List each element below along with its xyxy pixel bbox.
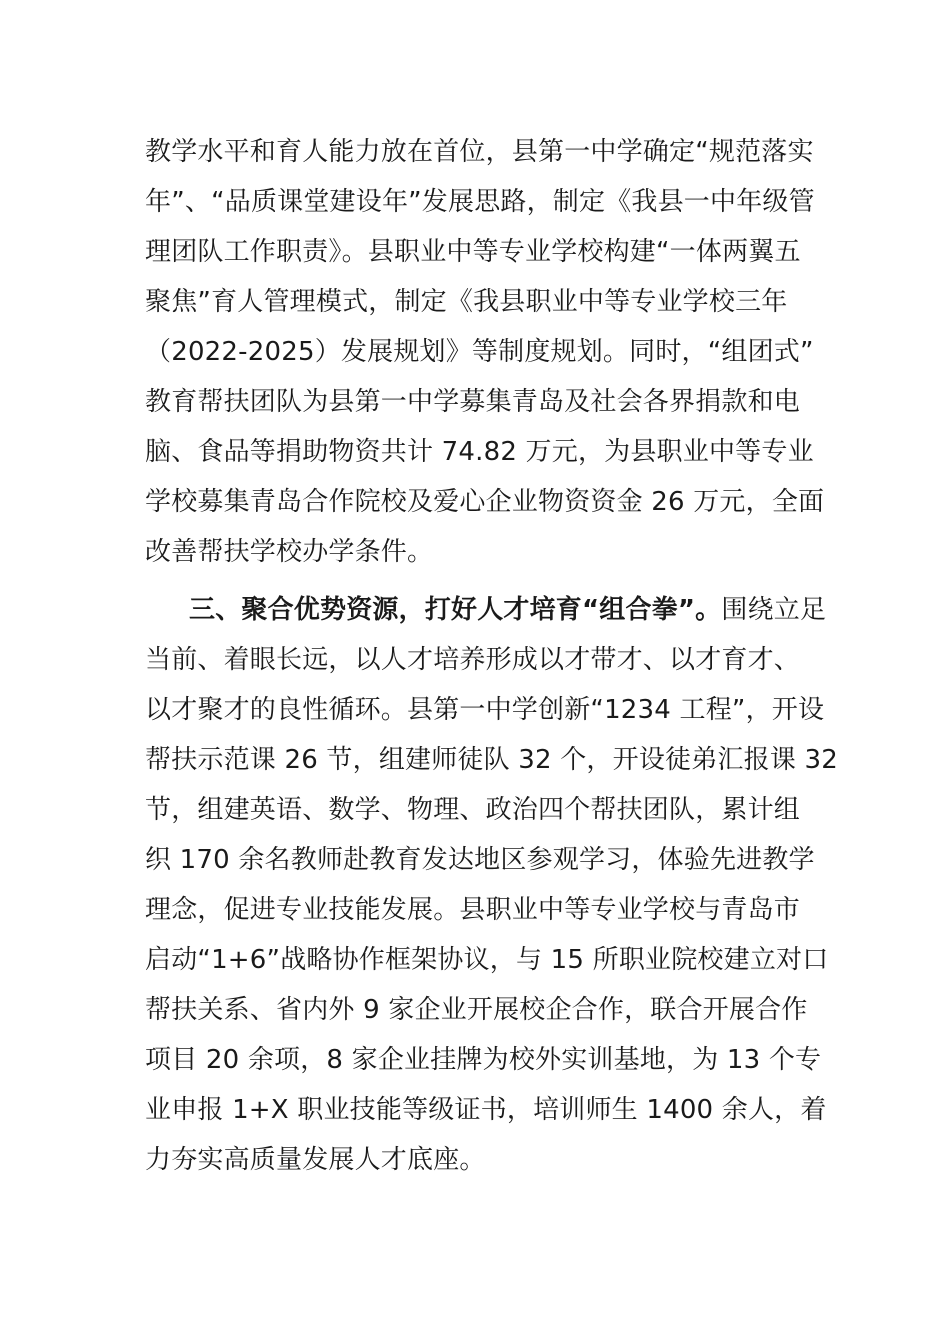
text-line: 改善帮扶学校办学条件。	[145, 537, 434, 567]
text-line: 节，组建英语、数学、物理、政治四个帮扶团队，累计组	[145, 795, 801, 825]
section-first-line	[145, 585, 827, 635]
text-line: 以才聚才的良性循环。县第一中学创新“1234 工程”，开设	[145, 695, 825, 725]
text-line: 织 170 余名教师赴教育发达地区参观学习，体验先进教学	[145, 845, 815, 875]
text-line: 帮扶示范课 26 节，组建师徒队 32 个，开设徒弟汇报课 32	[145, 745, 838, 775]
section-first-line-text: 围绕立足	[721, 595, 827, 625]
text-line: 教育帮扶团队为县第一中学募集青岛及社会各界捐款和电	[145, 387, 801, 417]
text-line: 聚焦”育人管理模式，制定《我县职业中等专业学校三年	[145, 287, 788, 317]
paragraph-continuation	[145, 127, 825, 577]
text-line: 学校募集青岛合作院校及爱心企业物资资金 26 万元，全面	[145, 487, 825, 517]
text-line: 项目 20 余项，8 家企业挂牌为校外实训基地，为 13 个专	[145, 1045, 822, 1075]
text-line: 教学水平和育人能力放在首位，县第一中学确定“规范落实	[145, 137, 814, 167]
text-line: 年”、“品质课堂建设年”发展思路，制定《我县一中年级管	[145, 187, 815, 217]
text-line: 力夯实高质量发展人才底座。	[145, 1145, 486, 1175]
text-line: 启动“1+6”战略协作框架协议，与 15 所职业院校建立对口	[145, 945, 829, 975]
text-line: 理念，促进专业技能发展。县职业中等专业学校与青岛市	[145, 895, 801, 925]
text-line: （2022-2025）发展规划》等制度规划。同时，“组团式”	[145, 337, 814, 367]
text-line: 业申报 1+X 职业技能等级证书，培训师生 1400 余人，着	[145, 1095, 827, 1125]
text-line: 当前、着眼长远，以人才培养形成以才带才、以才育才、	[145, 645, 801, 675]
text-line: 帮扶关系、省内外 9 家企业开展校企合作，联合开展合作	[145, 995, 808, 1025]
text-line: 脑、食品等捐助物资共计 74.82 万元，为县职业中等专业	[145, 437, 814, 467]
text-line: 理团队工作职责》。县职业中等专业学校构建“一体两翼五	[145, 237, 801, 267]
section-heading: 三、聚合优势资源，打好人才培育“组合拳”。	[189, 595, 722, 625]
paragraph-section-three	[145, 585, 838, 1185]
